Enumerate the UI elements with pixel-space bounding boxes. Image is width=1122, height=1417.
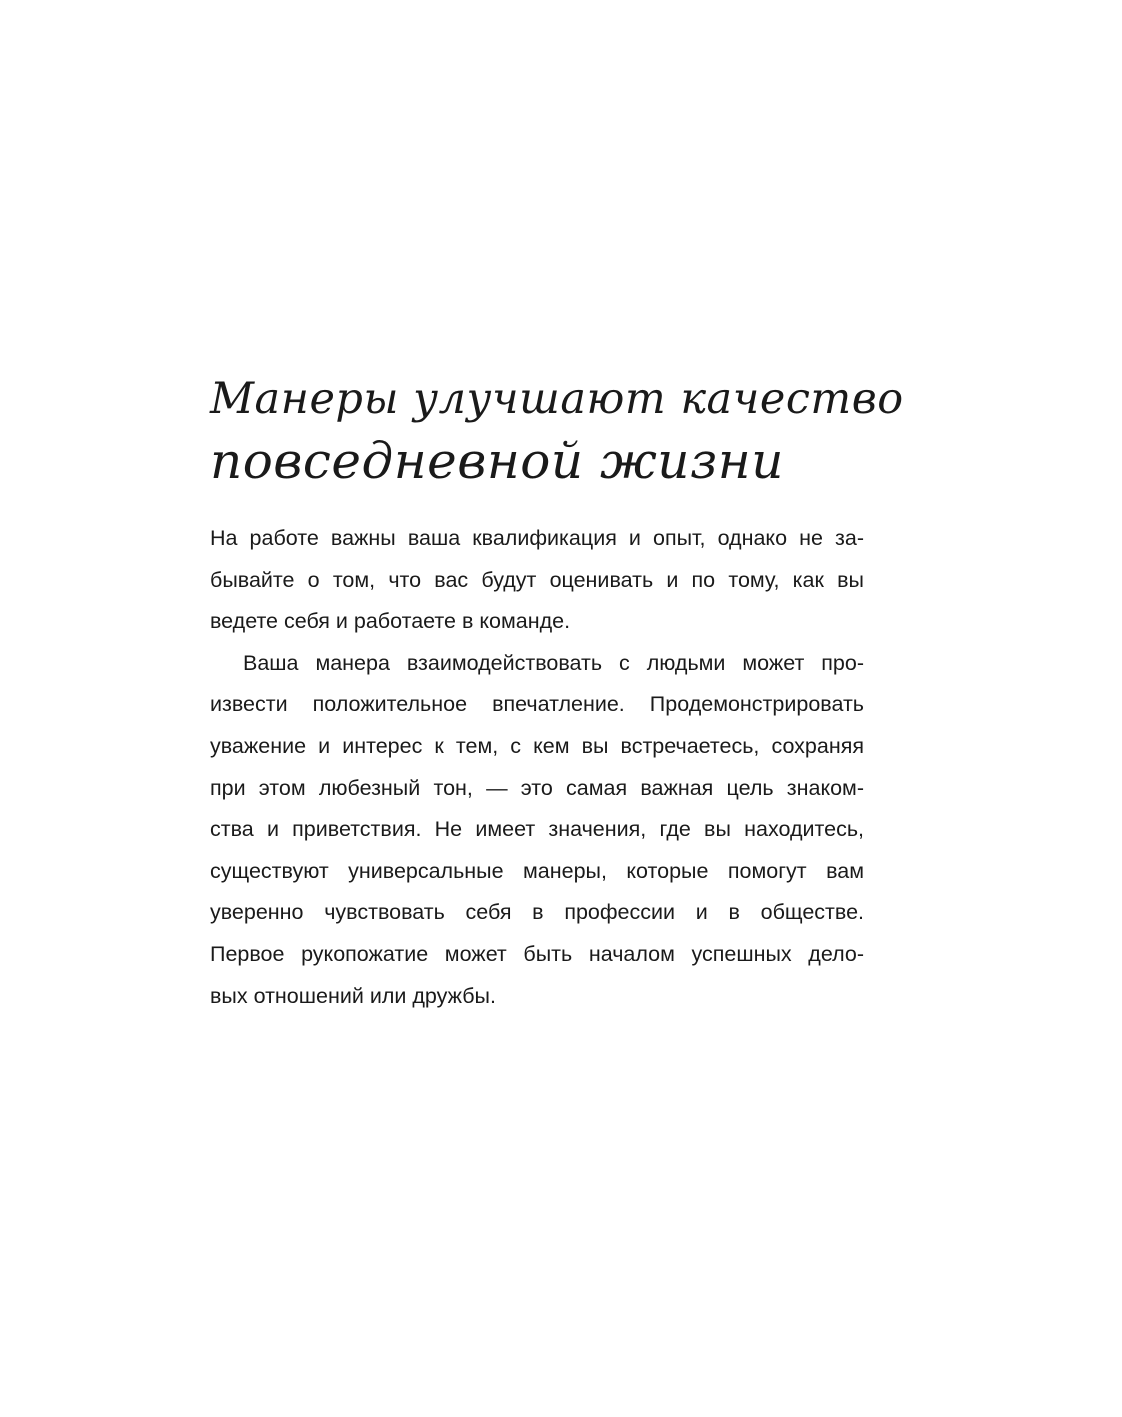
heading-line-1: Манеры улучшают качество xyxy=(210,374,904,424)
text-line: На работе важны ваша квалификация и опыт, однако не за- xyxy=(210,526,864,550)
paragraph-1 xyxy=(210,518,864,643)
text-line: при этом любезный тон, — это самая важная цель знаком- xyxy=(210,775,864,800)
text-line: Первое рукопожатие может быть началом успешных дело- xyxy=(210,941,864,966)
heading-line-2: повседневной жизни xyxy=(210,432,784,490)
text-line: уважение и интерес к тем, с кем вы встречаетесь, сохраняя xyxy=(210,733,864,758)
text-line: извести положительное впечатление. Продемонстрировать xyxy=(210,692,864,717)
body-text xyxy=(210,518,864,1017)
text-line: бывайте о том, что вас будут оценивать и по тому, как вы xyxy=(210,567,864,592)
paragraph-2 xyxy=(210,643,864,1017)
text-line: вых отношений или дружбы. xyxy=(210,983,496,1008)
text-line: существуют универсальные манеры, которые помогут вам xyxy=(210,858,864,883)
text-line: уверенно чувствовать себя в профессии и в обществе. xyxy=(210,900,864,925)
text-line: Ваша манера взаимодействовать с людьми может про- xyxy=(243,650,864,675)
text-line: ведете себя и работаете в команде. xyxy=(210,609,571,634)
text-line: ства и приветствия. Не имеет значения, где вы находитесь, xyxy=(210,817,864,842)
page-heading xyxy=(210,368,910,492)
